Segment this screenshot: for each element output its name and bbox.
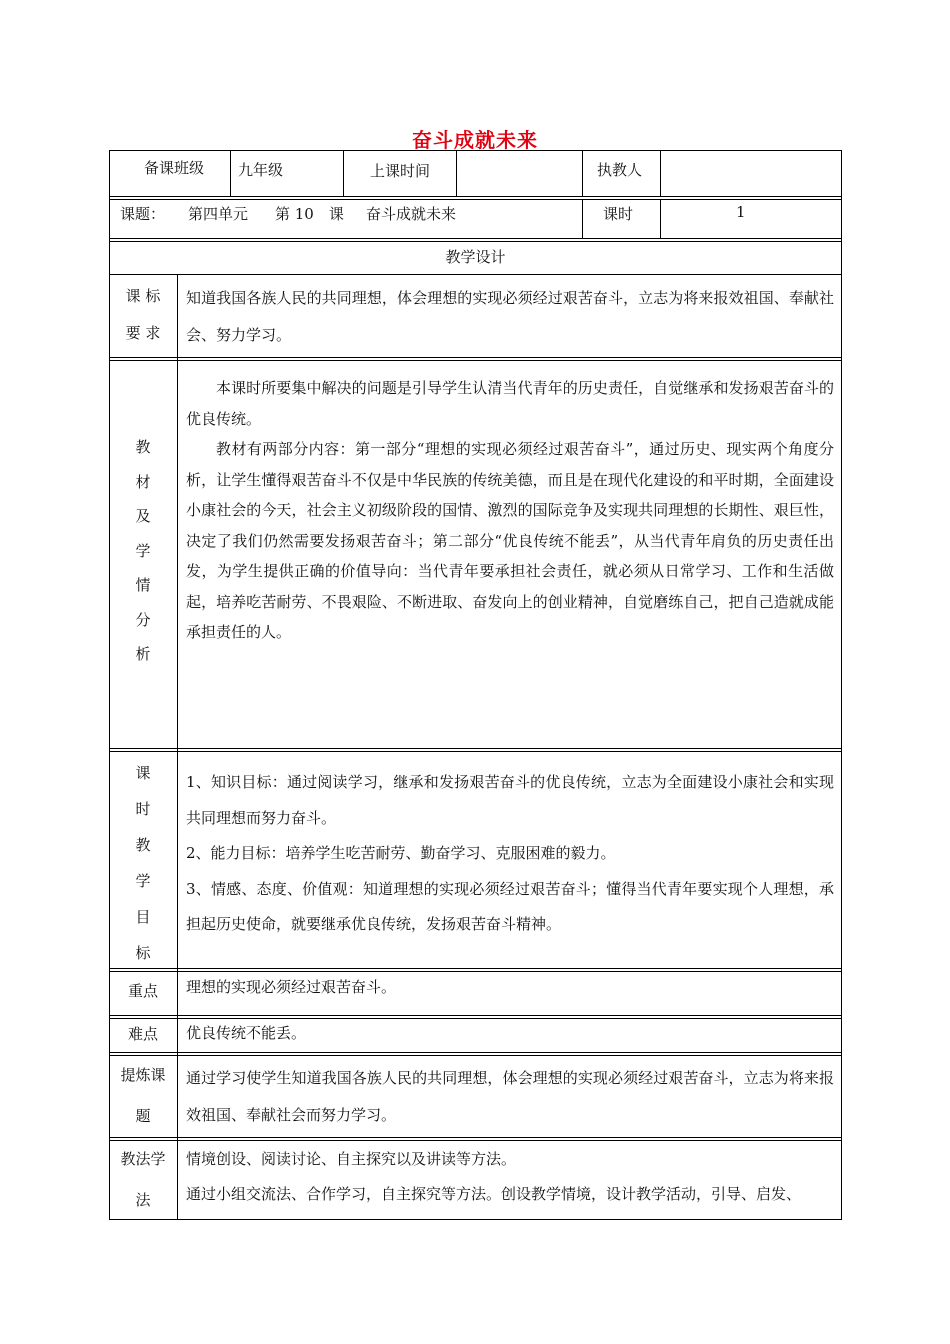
row-divider	[109, 971, 842, 972]
lesson-plan-table	[109, 150, 842, 1220]
objectives-label	[109, 755, 177, 971]
refined-topic-label-top: 提炼课	[120, 1066, 166, 1084]
label-column-divider	[177, 274, 178, 1220]
col-divider	[230, 150, 231, 197]
row-divider	[109, 199, 842, 200]
objectives-label-char: 时	[135, 800, 151, 818]
analysis-label-char: 析	[135, 645, 151, 663]
standard-paragraph: 知道我国各族人民的共同理想，体会理想的实现必须经过艰苦奋斗，立志为将来报效祖国、奉献社会、努力学习。	[186, 289, 834, 344]
class-label: 备课班级	[144, 159, 205, 177]
hours-value: 1	[736, 203, 746, 221]
analysis-label	[109, 430, 177, 672]
class-value: 九年级	[238, 161, 284, 179]
teacher-label: 执教人	[597, 161, 643, 179]
standard-text	[186, 280, 834, 354]
standard-label-top: 课 标	[125, 287, 161, 305]
analysis-paragraph: 教材有两部分内容：第一部分“理想的实现必须经过艰苦奋斗”，通过历史、现实两个角度分析，让学生懂得艰苦奋斗不仅是中华民族的传统美德，而且是在现代化建设的和平时期，全面建设小康社会的今天，社会主义初级阶段的国情、激烈的国际竞争及实现共同理想的长期性、艰巨性，决定了我们仍然需要发扬艰苦奋斗；第二部分“优良传统不能丢”，从当代青年肩负的历史责任出发，为学生提供正确的价值导向：当代青年要承担社会责任，就必须从日常学习、工作和生活做起，培养吃苦耐劳、不畏艰险、不断进取、奋发向上的创业精神，自觉磨练自己，把自己造就成能承担责任的人。	[186, 440, 834, 641]
col-divider	[582, 150, 583, 197]
objectives-label-char: 教	[135, 836, 151, 854]
key-point-label: 重点	[127, 982, 158, 1000]
analysis-text	[186, 373, 834, 648]
objectives-label-char: 标	[135, 944, 151, 962]
analysis-label-char: 教	[135, 438, 151, 456]
methods-label-top: 教法学	[120, 1150, 166, 1168]
analysis-label-char: 材	[135, 472, 151, 491]
row-divider	[109, 748, 842, 749]
topic-label: 课题：	[120, 205, 166, 223]
objectives-text	[186, 765, 834, 943]
row-divider	[109, 1055, 842, 1056]
key-point-text: 理想的实现必须经过艰苦奋斗。	[186, 978, 397, 996]
methods-line-2: 通过小组交流法、合作学习，自主探究等方法。创设教学情境，设计教学活动，引导、启发、	[186, 1185, 802, 1203]
analysis-paragraph: 本课时所要集中解决的问题是引导学生认清当代青年的历史责任，自觉继承和发扬艰苦奋斗的优良传统。	[186, 379, 834, 428]
analysis-label-char: 学	[135, 541, 151, 560]
methods-label-bottom: 法	[135, 1191, 151, 1209]
analysis-label-char: 及	[135, 507, 151, 525]
objectives-label-char: 学	[135, 872, 151, 890]
row-divider	[109, 1052, 842, 1053]
row-divider	[109, 241, 842, 242]
row-divider	[109, 1137, 842, 1138]
standard-label-bottom: 要 求	[125, 324, 161, 342]
refined-topic-text	[186, 1060, 834, 1134]
row-divider	[109, 1140, 842, 1141]
objectives-label-char: 课	[135, 764, 151, 782]
col-divider	[343, 150, 344, 197]
analysis-label-char: 分	[135, 610, 151, 629]
row-divider	[109, 968, 842, 969]
difficulty-text: 优良传统不能丢。	[186, 1024, 307, 1042]
row-divider	[109, 238, 842, 239]
row-divider	[109, 274, 842, 275]
page-title: 奋斗成就未来	[412, 128, 538, 152]
col-divider	[660, 199, 661, 239]
row-divider	[109, 357, 842, 358]
analysis-label-char: 情	[135, 576, 151, 594]
objective-item: 1、知识目标：通过阅读学习，继承和发扬艰苦奋斗的优良传统，立志为全面建设小康社会和实现共同理想而努力奋斗。	[186, 773, 834, 827]
topic-name: 奋斗成就未来	[366, 205, 457, 223]
row-divider	[109, 360, 842, 361]
time-label: 上课时间	[370, 162, 431, 180]
objective-item: 3、情感、态度、价值观：知道理想的实现必须经过艰苦奋斗；懂得当代青年要实现个人理想，承担起历史使命，就要继承优良传统，发扬艰苦奋斗精神。	[186, 879, 834, 933]
col-divider	[660, 150, 661, 197]
row-divider	[109, 196, 842, 197]
row-divider	[109, 751, 842, 752]
refined-topic-label-bottom: 题	[135, 1107, 151, 1125]
topic-unit: 第四单元	[188, 205, 249, 223]
topic-lesson: 第 10 课	[275, 205, 344, 223]
objective-item: 2、能力目标：培养学生吃苦耐劳、勤奋学习、克服困难的毅力。	[186, 844, 616, 862]
design-heading: 教学设计	[445, 248, 506, 266]
row-divider	[109, 1018, 842, 1019]
row-divider	[109, 1015, 842, 1016]
col-divider	[456, 150, 457, 197]
objectives-label-char: 目	[135, 908, 151, 926]
difficulty-label: 难点	[127, 1025, 158, 1043]
refined-topic-paragraph: 通过学习使学生知道我国各族人民的共同理想，体会理想的实现必须经过艰苦奋斗，立志为将来报效祖国、奉献社会而努力学习。	[186, 1069, 834, 1124]
col-divider	[582, 199, 583, 239]
methods-line-1: 情境创设、阅读讨论、自主探究以及讲读等方法。	[186, 1150, 517, 1168]
hours-label: 课时	[603, 205, 634, 223]
